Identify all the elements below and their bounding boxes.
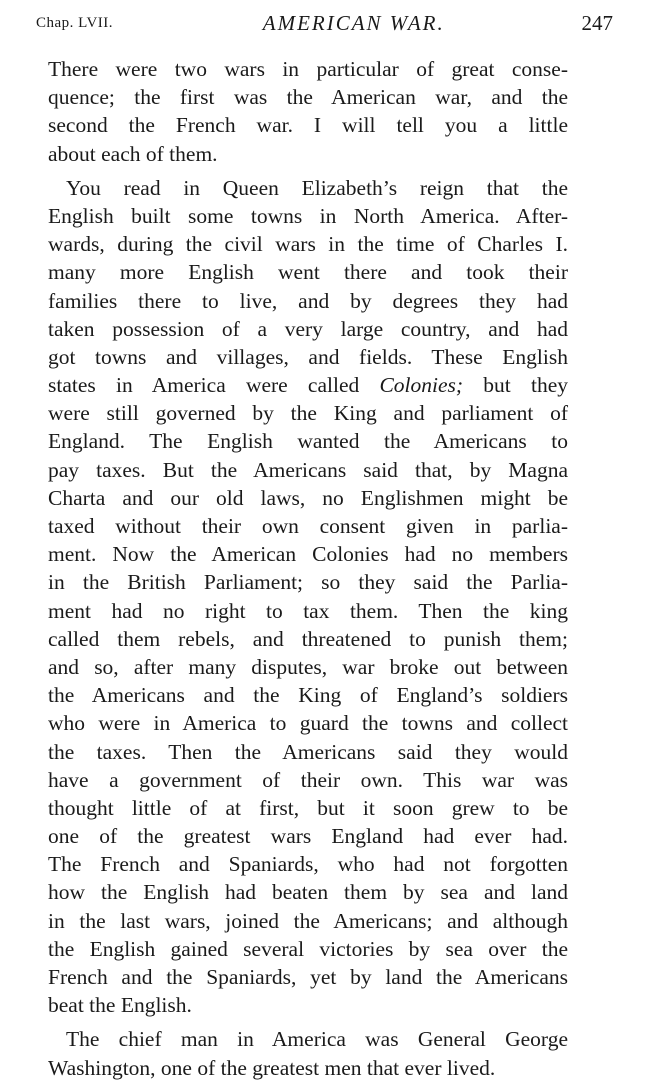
text-line: and so, after many disputes, war broke out between: [48, 654, 568, 679]
text-line: England. The English wanted the Americans to: [48, 429, 568, 454]
paragraph: [48, 55, 568, 168]
running-title: AMERICAN WAR.: [262, 10, 445, 35]
text-line: the Americans and the King of England’s soldiers: [48, 683, 568, 708]
running-header: [36, 6, 613, 40]
text-line: about each of them.: [48, 141, 218, 166]
text-line: in the last wars, joined the Americans; and although: [48, 908, 568, 933]
paragraph: [48, 174, 568, 1020]
text-line: states in America were called Colonies; but they: [48, 373, 568, 398]
text-line: the English gained several victories by sea over the: [48, 936, 568, 961]
text-line: Charta and our old laws, no Englishmen might be: [48, 485, 568, 510]
text-line: ment had no right to tax them. Then the king: [48, 598, 568, 623]
text-line: how the English had beaten them by sea and land: [48, 880, 568, 905]
text-line: French and the Spaniards, yet by land the Americans: [48, 965, 568, 989]
text-line: The chief man in America was General George: [66, 1027, 568, 1052]
text-line: wards, during the civil wars in the time of Charles I.: [48, 232, 568, 257]
text-line: got towns and villages, and fields. These English: [48, 344, 568, 369]
paragraph: [48, 1025, 568, 1081]
text-line: one of the greatest wars England had ever had.: [48, 824, 568, 849]
page-number: 247: [581, 10, 613, 35]
text-line: taxed without their own consent given in parlia-: [48, 514, 568, 538]
text-line: taken possession of a very large country, and had: [48, 316, 568, 341]
text-line: in the British Parliament; so they said the Parlia-: [48, 570, 568, 595]
text-line: English built some towns in North America. After-: [48, 203, 568, 228]
text-line: second the French war. I will tell you a little: [48, 113, 568, 138]
text-line: have a government of their own. This war was: [48, 767, 568, 792]
body-text: [48, 55, 568, 1082]
text-line: You read in Queen Elizabeth’s reign that the: [66, 175, 568, 200]
text-line: the taxes. Then the Americans said they would: [48, 739, 568, 764]
text-line: families there to live, and by degrees they had: [48, 288, 568, 313]
text-line: The French and Spaniards, who had not forgotten: [48, 852, 568, 877]
text-line: pay taxes. But the Americans said that, by Magna: [48, 457, 568, 482]
text-line: were still governed by the King and parliament of: [48, 401, 568, 426]
text-line: many more English went there and took their: [48, 260, 568, 285]
text-line: There were two wars in particular of great conse-: [48, 57, 568, 81]
text-line: who were in America to guard the towns and collect: [48, 711, 568, 736]
text-line: quence; the first was the American war, and the: [48, 85, 568, 110]
text-line: beat the English.: [48, 993, 192, 1018]
text-line: called them rebels, and threatened to punish them;: [48, 626, 568, 651]
text-line: ment. Now the American Colonies had no members: [48, 542, 568, 567]
chapter-label: Chap. LVII.: [36, 14, 114, 31]
text-line: Washington, one of the greatest men that ever lived.: [48, 1055, 496, 1080]
text-line: thought little of at first, but it soon grew to be: [48, 795, 568, 820]
